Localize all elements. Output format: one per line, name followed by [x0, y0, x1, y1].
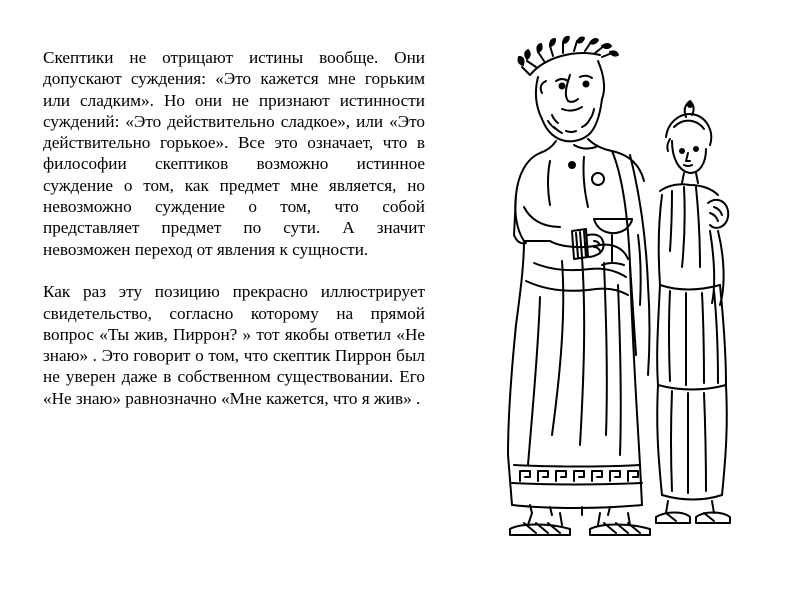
paragraph-pyrrho-anecdote: Как раз эту позицию прекрасно иллюстрирует свидетельство, согласно которому на прямой вопрос «Ты жив, Пиррон? » тот якобы ответил «Не знаю» . Это говорит о том, что скептик Пиррон был не уверен даже в собственном существовании. Его «Не знаю» равнозначно «Мне кажется, что я жив» .	[43, 282, 425, 408]
woman-figure	[656, 101, 730, 523]
sandal-icon	[510, 523, 650, 535]
text-column	[43, 47, 425, 409]
philosopher-illustration	[490, 35, 750, 545]
philosopher-figure	[508, 37, 650, 535]
meander-border-icon	[512, 465, 642, 485]
laurel-wreath-icon	[519, 37, 619, 75]
cup-icon	[594, 219, 632, 265]
paragraph-skeptics-judgments: Скептики не отрицают истины вообще. Они допускают суждения: «Это кажется мне горьким или сладким». Но они не признают истинности суждений: «Это действительно сладкое», или «Это действительно горькое». Все это означает, что в философии скептиков возможно истинное суждение о том, как предмет мне является, но невозможно суждение о том, что собой представляет предмет по сути. А значит невозможен переход от явления к сущности.	[43, 48, 425, 259]
